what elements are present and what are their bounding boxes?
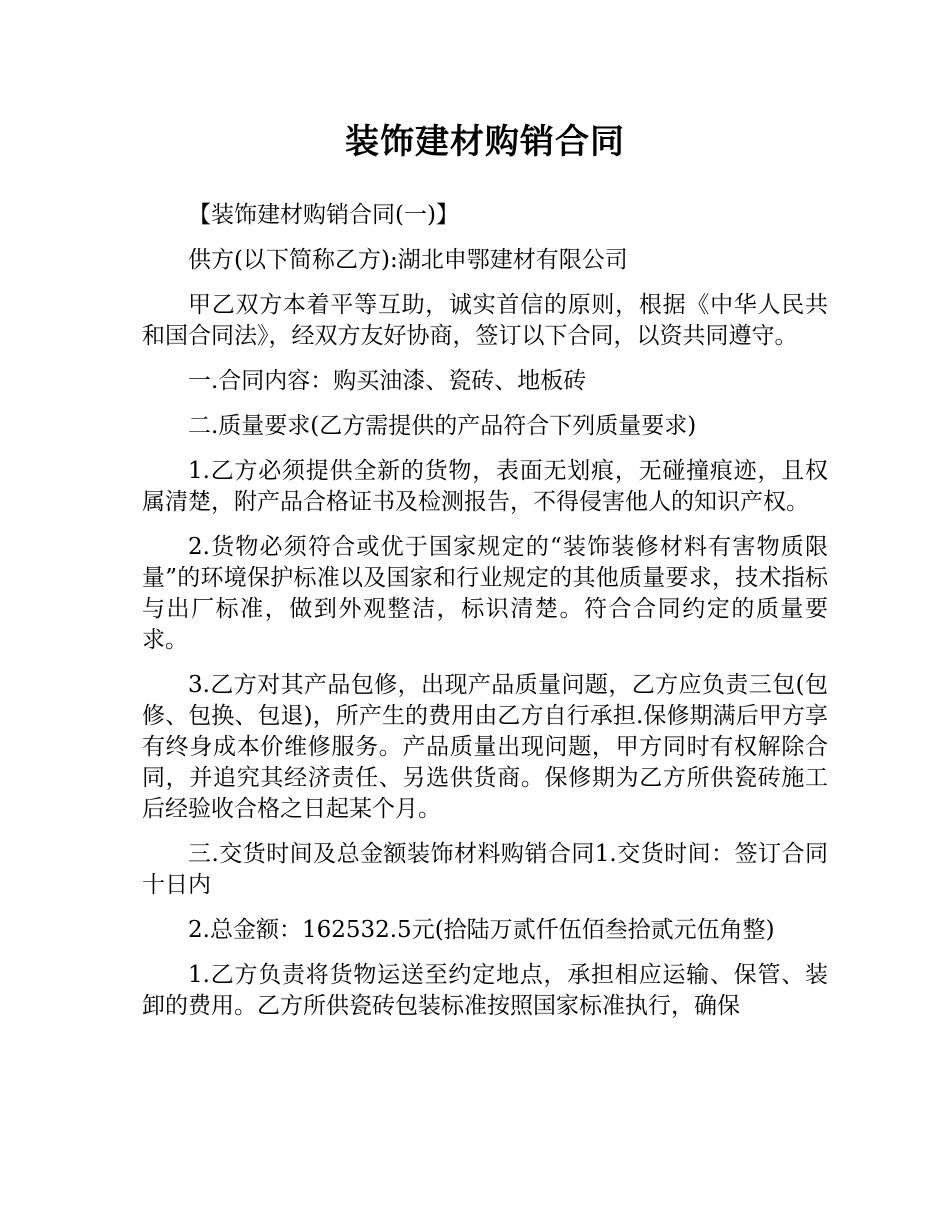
paragraph-contract-content: 一.合同内容：购买油漆、瓷砖、地板砖 [188,368,587,394]
paragraph-supplier: 供方(以下简称乙方):湖北申鄂建材有限公司 [188,247,628,273]
paragraph-quality-item-3: 3.乙方对其产品包修，出现产品质量问题，乙方应负责三包(包修、包换、包退)，所产生的费用由乙方自行承担.保修期满后甲方享有终身成本价维修服务。产品质量出现问题，甲方同时有权解除合同，并追究其经济责任、另选供货商。保修期为乙方所供瓷砖施工后经验收合格之日起某个月。 [142,672,828,822]
document-page [142,0,828,1036]
paragraph-total-amount: 2.总金额：162532.5元(拾陆万贰仟伍佰叁拾贰元伍角整) [188,917,775,943]
paragraph-section-heading: 【装饰建材购销合同(一)】 [188,202,459,228]
paragraph-quality-item-1: 1.乙方必须提供全新的货物，表面无划痕，无碰撞痕迹，且权属清楚，附产品合格证书及检测报告，不得侵害他人的知识产权。 [142,458,828,515]
paragraph-quality-requirements: 二.质量要求(乙方需提供的产品符合下列质量要求) [188,413,697,439]
paragraph-quality-item-2: 2.货物必须符合或优于国家规定的“装饰装修材料有害物质限量”的环境保护标准以及国家和行业规定的其他质量要求，技术指标与出厂标准，做到外观整洁，标识清楚。符合合同约定的质量要求。 [142,534,828,653]
paragraph-preamble: 甲乙双方本着平等互助，诚实首信的原则，根据《中华人民共和国合同法》，经双方友好协商，签订以下合同，以资共同遵守。 [142,292,828,349]
paragraph-delivery-time: 三.交货时间及总金额装饰材料购销合同1.交货时间：签订合同十日内 [142,841,828,898]
document-body [142,200,828,1022]
document-title: 装饰建材购销合同 [345,122,625,162]
paragraph-transport: 1.乙方负责将货物运送至约定地点，承担相应运输、保管、装卸的费用。乙方所供瓷砖包装标准按照国家标准执行，确保 [142,962,828,1019]
